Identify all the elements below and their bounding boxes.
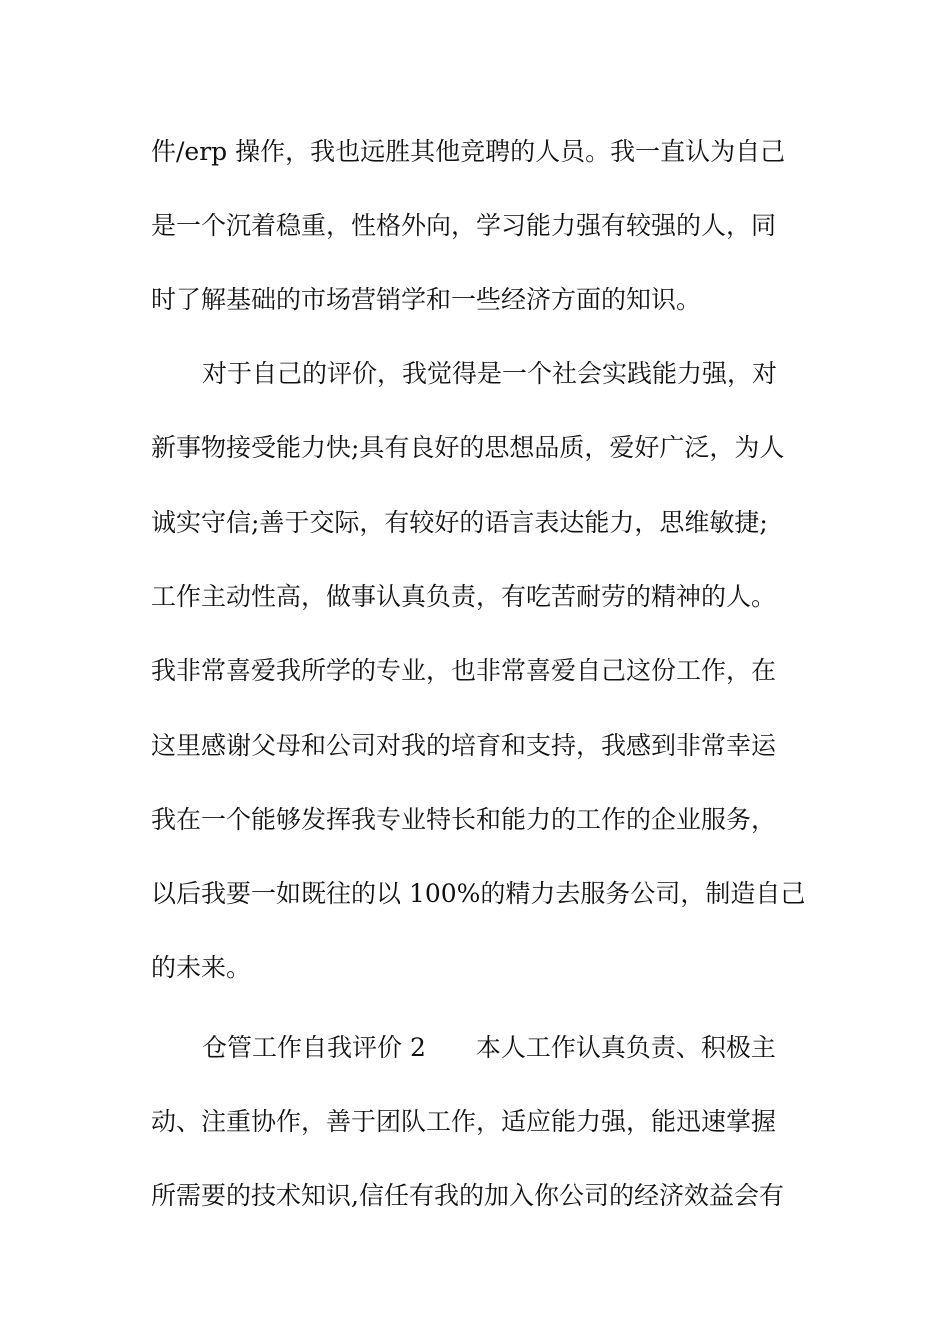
text-line: 时了解基础的市场营销学和一些经济方面的知识。 bbox=[151, 285, 702, 314]
text-line: 的未来。 bbox=[151, 953, 252, 982]
text-line: 新事物接受能力快;具有良好的思想品质，爱好广泛，为人 bbox=[151, 433, 785, 462]
text-line: 是一个沉着稳重，性格外向，学习能力强有较强的人，同 bbox=[151, 211, 777, 240]
text-line: 我在一个能够发挥我专业特长和能力的工作的企业服务， bbox=[151, 805, 777, 834]
text-line: 这里感谢父母和公司对我的培育和支持，我感到非常幸运 bbox=[151, 731, 777, 760]
text-line: 工作主动性高，做事认真负责，有吃苦耐劳的精神的人。 bbox=[151, 582, 777, 611]
text-line: 我非常喜爱我所学的专业，也非常喜爱自己这份工作，在 bbox=[151, 656, 777, 685]
paragraph-first-line: 对于自己的评价，我觉得是一个社会实践能力强，对 bbox=[202, 359, 778, 388]
text-line: 动、注重协作，善于团队工作，适应能力强，能迅速掌握 bbox=[151, 1107, 777, 1136]
section-heading-line: 仓管工作自我评价 2 本人工作认真负责、积极主 bbox=[202, 1033, 776, 1062]
text-line: 所需要的技术知识,信任有我的加入你公司的经济效益会有 bbox=[151, 1181, 784, 1210]
text-line: 以后我要一如既往的以 100%的精力去服务公司，制造自己 bbox=[151, 879, 806, 908]
text-line: 诚实守信;善于交际，有较好的语言表达能力，思维敏捷; bbox=[151, 508, 768, 537]
text-line: 件/erp 操作，我也远胜其他竞聘的人员。我一直认为自己 bbox=[151, 137, 786, 166]
